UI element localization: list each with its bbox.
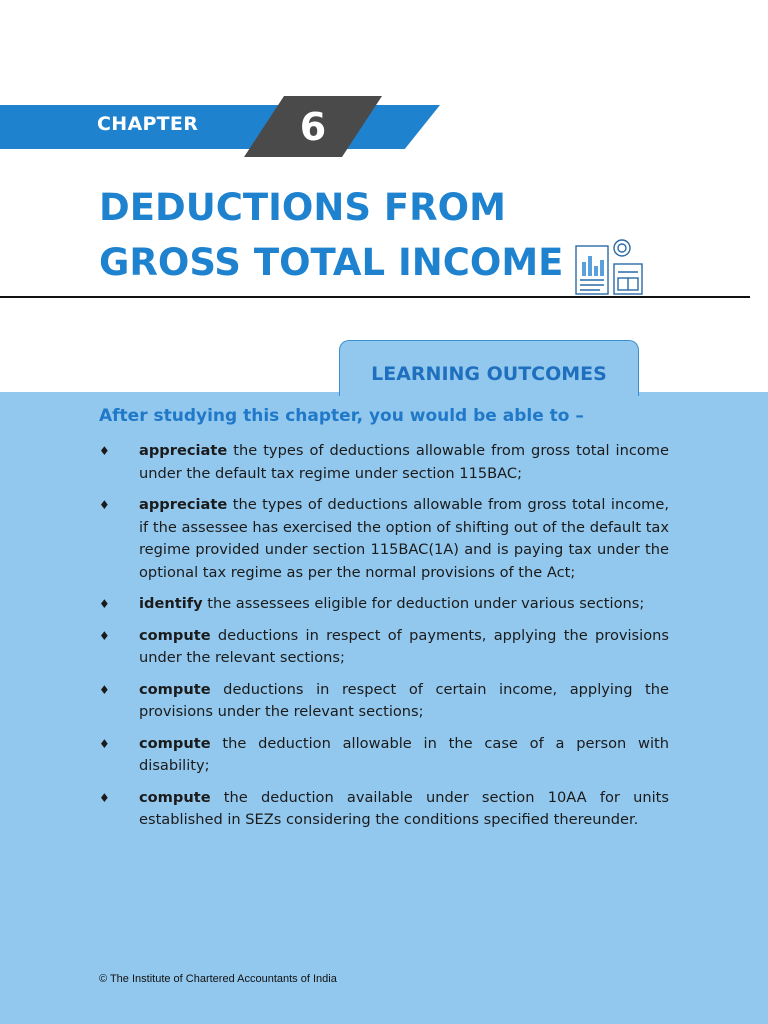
chapter-label: CHAPTER bbox=[97, 113, 199, 135]
outcome-text: the deduction allowable in the case of a person with disability; bbox=[139, 734, 669, 774]
learning-outcomes-heading: LEARNING OUTCOMES bbox=[371, 363, 607, 385]
outcome-text: the types of deductions allowable from gross total income, if the assessee has exercised the option of shifting out of the default tax regime provided under section 115BAC(1A) and is paying tax under the optional tax regime as per the normal provisions of the Act; bbox=[139, 496, 669, 581]
diamond-bullet-icon: ♦ bbox=[99, 628, 110, 643]
diamond-bullet-icon: ♦ bbox=[99, 682, 110, 697]
outcome-verb: compute bbox=[139, 626, 211, 644]
chapter-number: 6 bbox=[299, 105, 327, 149]
chapter-title-line2: GROSS TOTAL INCOME bbox=[99, 241, 564, 284]
learning-outcomes-intro: After studying this chapter, you would be able to – bbox=[99, 406, 584, 426]
title-divider bbox=[0, 296, 750, 298]
copyright-footer: © The Institute of Chartered Accountants of India bbox=[99, 973, 337, 985]
outcome-verb: identify bbox=[139, 595, 203, 612]
outcome-verb: compute bbox=[139, 788, 211, 806]
outcome-verb: appreciate bbox=[139, 496, 228, 513]
list-item bbox=[99, 494, 669, 584]
outcome-text: the deduction available under section 10AA for units established in SEZs considering the conditions specified thereunder. bbox=[139, 788, 669, 828]
outcome-text: the types of deductions allowable from gross total income under the default tax regime under section 115BAC; bbox=[139, 442, 669, 482]
outcome-text: the assessees eligible for deduction under various sections; bbox=[202, 595, 645, 612]
tax-document-icon bbox=[570, 236, 646, 296]
diamond-bullet-icon: ♦ bbox=[99, 597, 110, 611]
diamond-bullet-icon: ♦ bbox=[99, 790, 110, 805]
outcome-verb: appreciate bbox=[139, 442, 228, 459]
list-item bbox=[99, 593, 669, 616]
list-item bbox=[99, 733, 669, 778]
outcome-verb: compute bbox=[139, 680, 211, 698]
outcome-text: deductions in respect of certain income, applying the provisions under the relevant sections; bbox=[139, 680, 669, 720]
outcome-text: deductions in respect of payments, applying the provisions under the relevant sections; bbox=[139, 626, 669, 666]
list-item bbox=[99, 787, 669, 832]
list-item bbox=[99, 440, 669, 485]
diamond-bullet-icon: ♦ bbox=[99, 736, 110, 751]
list-item bbox=[99, 679, 669, 724]
chapter-title-line1: DEDUCTIONS FROM bbox=[99, 186, 506, 229]
outcome-verb: compute bbox=[139, 734, 211, 752]
chapter-title bbox=[99, 180, 563, 290]
diamond-bullet-icon: ♦ bbox=[99, 444, 110, 458]
list-item bbox=[99, 625, 669, 670]
learning-outcomes-list bbox=[99, 440, 669, 841]
diamond-bullet-icon: ♦ bbox=[99, 498, 110, 512]
